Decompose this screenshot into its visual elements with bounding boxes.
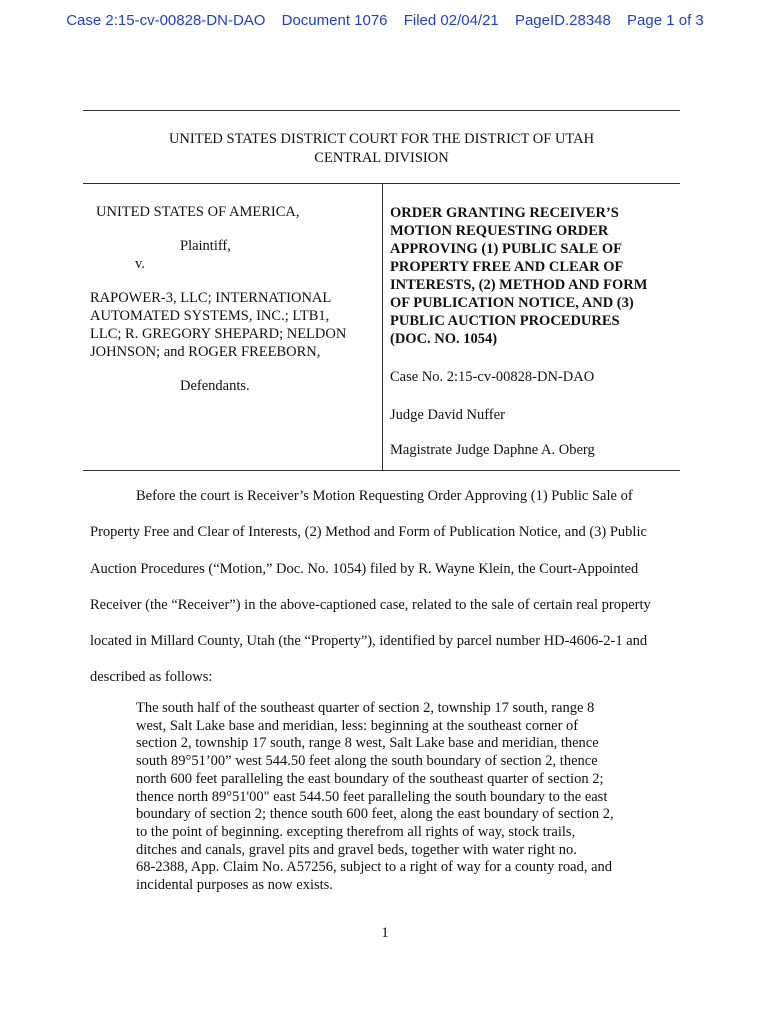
magistrate-judge-name: Magistrate Judge Daphne A. Oberg [390, 442, 595, 458]
body-line: described as follows: [90, 669, 213, 686]
quote-line: north 600 feet paralleling the east boundary of the southeast quarter of section 2; [136, 770, 604, 787]
order-caption [390, 204, 675, 459]
plaintiff-name: UNITED STATES OF AMERICA, [96, 204, 300, 220]
header-page-id: PageID.28348 [514, 12, 611, 29]
order-title-line: (DOC. NO. 1054) [390, 331, 498, 347]
order-title-line: PUBLIC AUCTION PROCEDURES [390, 313, 620, 329]
filing-header [0, 12, 770, 29]
case-caption-parties [90, 203, 375, 395]
order-title-line: OF PUBLICATION NOTICE, AND (3) [390, 295, 634, 311]
quote-line: south 89°51’00” west 544.50 feet along the south boundary of section 2, thence [136, 753, 598, 770]
order-title-line: ORDER GRANTING RECEIVER’S [390, 205, 619, 221]
body-line: Auction Procedures (“Motion,” Doc. No. 1054) filed by R. Wayne Klein, the Court-Appointed [90, 560, 639, 577]
header-page-count: Page 1 of 3 [627, 12, 704, 29]
order-title-line: PROPERTY FREE AND CLEAR OF [390, 259, 624, 275]
defendants-label: Defendants. [180, 378, 250, 394]
header-case-number: Case 2:15-cv-00828-DN-DAO [66, 12, 266, 29]
case-number: Case No. 2:15-cv-00828-DN-DAO [390, 369, 595, 385]
order-title-line: MOTION REQUESTING ORDER [390, 223, 609, 239]
header-filed-date: Filed 02/04/21 [403, 12, 499, 29]
defendants-line: RAPOWER-3, LLC; INTERNATIONAL [90, 290, 332, 306]
quote-line: section 2, township 17 south, range 8 west, Salt Lake base and meridian, thence [136, 735, 599, 752]
defendants-line: AUTOMATED SYSTEMS, INC.; LTB1, [90, 308, 330, 324]
versus-label: v. [135, 256, 145, 272]
judge-name: Judge David Nuffer [390, 407, 505, 423]
quote-line: incidental purposes as now exists. [136, 877, 333, 894]
quote-line: thence north 89°51'00" east 544.50 feet paralleling the south boundary to the east [136, 788, 608, 805]
plaintiff-label: Plaintiff, [180, 238, 231, 254]
defendants-line: LLC; R. GREGORY SHEPARD; NELDON [90, 326, 347, 342]
body-line: Receiver (the “Receiver”) in the above-captioned case, related to the sale of certain real property [90, 596, 651, 613]
caption-bottom-divider [83, 470, 680, 471]
order-title-line: APPROVING (1) PUBLIC SALE OF [390, 241, 623, 257]
header-document-number: Document 1076 [281, 12, 388, 29]
quote-line: boundary of section 2; thence south 600 feet, along the east boundary of section 2, [136, 806, 614, 823]
body-line: Before the court is Receiver’s Motion Requesting Order Approving (1) Public Sale of [136, 488, 633, 504]
order-title-line: INTERESTS, (2) METHOD AND FORM [390, 277, 648, 293]
order-body [90, 478, 680, 696]
quote-line: west, Salt Lake base and meridian, less: beginning at the southeast corner of [136, 717, 579, 734]
court-heading [83, 130, 680, 168]
property-description-quote [136, 700, 646, 895]
body-line: located in Millard County, Utah (the “Property”), identified by parcel number HD-4606-2-1 and [90, 633, 648, 650]
quote-line: ditches and canals, gravel pits and gravel beds, together with water right no. [136, 841, 577, 858]
top-divider [83, 110, 680, 111]
defendants-line: JOHNSON; and ROGER FREEBORN, [90, 344, 321, 360]
body-line: Property Free and Clear of Interests, (2) Method and Form of Publication Notice, and (3) Public [90, 524, 647, 541]
page-number: 1 [381, 925, 389, 941]
quote-line: 68-2388, App. Claim No. A57256, subject to a right of way for a county road, and [136, 859, 613, 876]
quote-line: to the point of beginning. excepting therefrom all rights of way, stock trails, [136, 823, 576, 840]
caption-vertical-divider [382, 184, 383, 471]
court-name: UNITED STATES DISTRICT COURT FOR THE DISTRICT OF UTAH [168, 131, 595, 147]
court-division: CENTRAL DIVISION [314, 150, 449, 166]
quote-line: The south half of the southeast quarter of section 2, township 17 south, range 8 [136, 700, 595, 716]
